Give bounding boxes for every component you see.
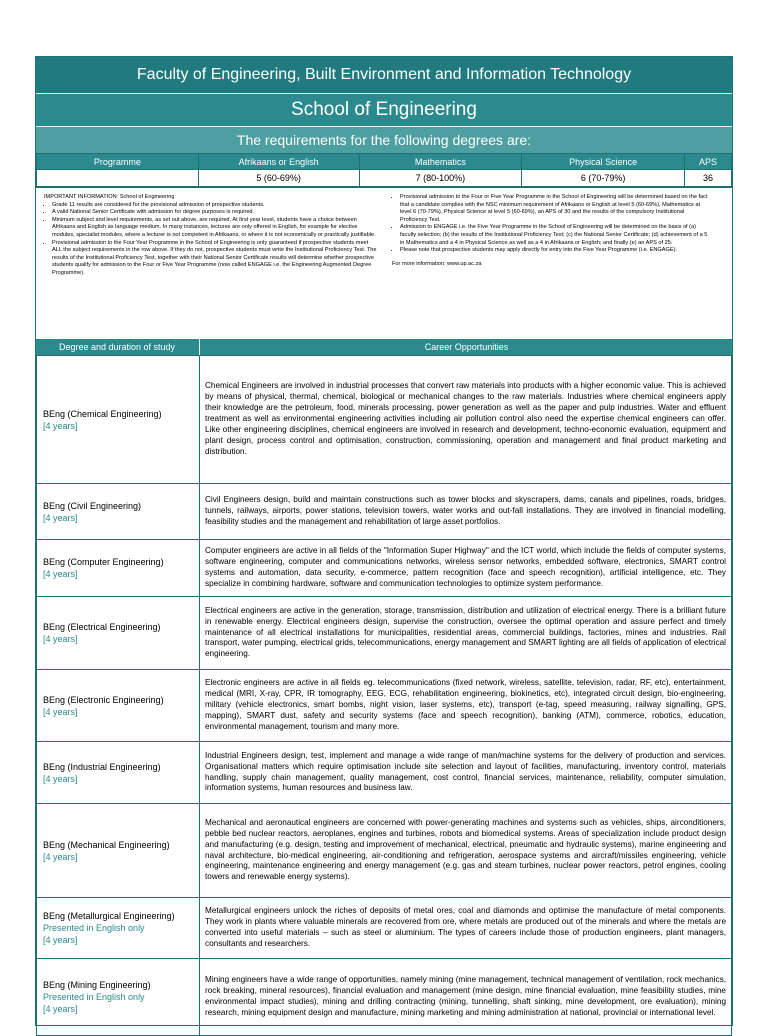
value-programme: [37, 170, 199, 187]
degree-table: [36, 355, 732, 1036]
requirements-value-row: [37, 170, 732, 187]
info-right-list: [392, 194, 712, 255]
degree-duration: [4 years]: [43, 1004, 78, 1014]
degree-name: BEng (Metallurgical Engineering): [43, 911, 175, 921]
document-frame: [35, 56, 733, 1026]
info-right-column: [392, 194, 712, 268]
degree-duration: [4 years]: [43, 706, 78, 717]
degree-duration: [4 years]: [43, 634, 78, 644]
table-row: [37, 540, 732, 597]
degree-name: BEng (Industrial Engineering): [43, 761, 161, 772]
info-left-column: [44, 194, 379, 278]
more-info-link[interactable]: For more information: www.up.ac.za: [392, 260, 482, 267]
header-career-opportunities: Career Opportunities: [199, 339, 733, 355]
value-aps: 36: [685, 170, 732, 187]
requirements-table: [36, 153, 732, 187]
header-physical-science: Physical Science: [522, 154, 685, 170]
important-information: [36, 187, 732, 341]
value-language: 5 (60-69%): [198, 170, 359, 187]
career-description: Electronic engineers are active in all fields eg. telecommunications (fixed network, wireless, satellite, television, radar, RF, etc), entertainment, medical (MRI, X-ray, CPR, IR tomography, EEG, ECG, rehabilitation engineering, biokinetics, etc), integrated circuit design, bio-engineering, military (vehicle electronics, smart bombs, night vision, laser systems, etc), transport (e-tag, speed measuring, railway signalling, GPS, mapping), SMART dust, safety and security systems (face and speech recognition), banking (ATM), commerce, robotics, education, environmental management, tourism and many more.: [200, 670, 732, 742]
degree-note: Presented in English only: [43, 923, 145, 933]
requirements-title: The requirements for the following degrees are:: [36, 126, 732, 153]
career-description: Electrical engineers are active in the generation, storage, transmission, distribution and utilization of electrical energy. There is a brilliant future in renewable energy. Electrical engineers design, supervise the construction, oversee the optimal operation and assure perfect and timely maintenance of all electrical installations for municipalities, residential areas, commercial buildings, factories, mines and industries. Rail transport, water pumping, electrical grids, telecommunications, energy management and SMART lighting are all fields of application of electrical engineering.: [200, 597, 732, 670]
requirements-header-row: [37, 154, 732, 170]
degree-duration: [4 years]: [43, 420, 78, 431]
degree-duration: [4 years]: [43, 569, 78, 579]
info-left-bullet: • Minimum subject and level requirements, as set out above, are required. At first year level, students have a choice between Afrikaans and English as language medium. In many instances, lectures are only offered in English, for example for elective modules, specialist modules, where a lecturer is not competent in Afrikaans, or where it is not economically or practically justifiable.: [52, 217, 379, 240]
info-left-bullet: • Grade 11 results are considered for the provisional admission of prospective students.: [52, 202, 379, 210]
table-row: [37, 898, 732, 959]
header-programme: Programme: [37, 154, 199, 170]
degree-duration: [4 years]: [43, 851, 78, 862]
degree-name: BEng (Mechanical Engineering): [43, 839, 170, 850]
career-description: Industrial Engineers design, test, implement and manage a wide range of man/machine systems for the delivery of production and services. Organisational matters which require optimisation include site selection and layout of facilities, manufacturing, inventory control, materials handling, supply chain management, quality management, cost control, financial services, maintenance, reliability, computer simulation, information systems, human resources and business law.: [200, 742, 732, 804]
table-row: [37, 484, 732, 540]
table-row: [37, 597, 732, 670]
degree-note: Presented in English only: [43, 992, 145, 1002]
value-physical-science: 6 (70-79%): [522, 170, 685, 187]
info-right-bullet: • Admission to ENGAGE i.e. the Five Year Programme in the School of Engineering will be determined on the basis of (a) faculty selection; (b) the results of the Institutional Proficiency Test; (c) the National Senior Certificate; (d) achievement of a 5 in Mathematics and a 4 in Physical Science as well as a 4 in Afrikaans or English; and finally (e) an APS of 25.: [400, 224, 712, 247]
table-row: [37, 742, 732, 804]
degree-name: BEng (Electronic Engineering): [43, 694, 164, 705]
info-heading: IMPORTANT INFORMATION: School of Engineering: [44, 194, 175, 200]
career-description: Civil Engineers design, build and maintain constructions such as tower blocks and skyscrapers, dams, canals and pipelines, roads, bridges, tunnels, railways, airports, power stations, television towers, water works and out-fall installations. They are involved in financial modelling, feasibility studies and the management and rehabilitation of large asset portfolios.: [200, 484, 732, 540]
career-description: Mechanical and aeronautical engineers are concerned with power-generating machines and systems such as vehicles, ships, airconditioners, pebble bed nuclear reactors, aeroplanes, engines and turbines, robots and biomedical systems. Areas of specialization include product design and manufacturing (e.g. design, testing and improvement of mechanical, electrical, pneumatic and hydraulic systems), marine engineering and naval architecture, bio-medical engineering, air-conditioning and refrigeration, aerospace systems and aircraft/missiles engineering, vehicle engineering, maintenance engineering and energy management (e.g. gas and steam turbines, nuclear power reactors, petrol engines, cooling towers and renewable energy systems).: [200, 804, 732, 898]
info-right-bullet: • Please note that prospective students may apply directly for entry into the Five Year Programme (i.e. ENGAGE).: [400, 247, 712, 255]
career-description: Mining engineers have a wide range of opportunities, namely mining (mine management, technical management of ventilation, rock mechanics, rock breaking, mineral resources), financial evaluation and management (mine design, mine financial evaluation, mine feasibility studies, mine environmental impact studies), mining and drilling contracting (mining, tunnelling, shaft sinking, mine development, ore evaluation), mining research, mining equipment design and manufacture, mining marketing and mining administration at national, provincial or international level.: [200, 959, 732, 1036]
degree-duration: [4 years]: [43, 935, 78, 945]
degree-table-header: [36, 339, 732, 355]
info-left-list: [44, 202, 379, 278]
table-row: [37, 670, 732, 742]
faculty-title: Faculty of Engineering, Built Environment and Information Technology: [36, 57, 732, 93]
school-title: School of Engineering: [36, 93, 732, 126]
degree-name: BEng (Civil Engineering): [43, 500, 142, 511]
table-row: [37, 804, 732, 898]
career-description: Chemical Engineers are involved in industrial processes that convert raw materials into products with a higher economic value. This is achieved by means of physical, thermal, chemical, biological or mechanical changes to the raw materials. Industries where chemical engineers apply their knowledge are the petroleum, food, minerals processing, power generation as well as the paper and pulp industries. Water and effluent treatment as well as environmental engineering activities including air pollution control also need the expertise chemical engineers can offer. Like other engineering disciplines, chemical engineers are involved in research and development, techno-economic evaluation, equipment and plant design, process control and optimisation, construction, commissioning, operation and management and final product marketing and distribution.: [200, 356, 732, 484]
degree-name: BEng (Chemical Engineering): [43, 408, 162, 419]
info-right-bullet: • Provisional admission to the Four or Five Year Programme in the School of Engineering will be determined based on the fact that a candidate complies with the NSC minimum requirement of Afrikaans or English at level 5 (60-69%), Mathematics at level 6 (70-79%), Physical Science at level 5 (60-69%), an APS of 30 and the results of the compulsory Institutional Proficiency Test.: [400, 194, 712, 224]
info-left-bullet: • Provisional admission to the Four Year Programme in the School of Engineering is only guaranteed if prospective students meet ALL the subject requirements in the row above. If they do not, prospective students must write the Institutional Proficiency Test. The results of the Institutional Proficiency Test, together with their National Senior Certificate results will determine whether prospective students qualify for admission to the Four or Five Year Programme (now called ENGAGE i.e. the Engineering Augmented Degree Programme).: [52, 240, 379, 278]
degree-name: BEng (Electrical Engineering): [43, 622, 161, 632]
table-row: [37, 356, 732, 484]
header-language: Afrikaans or English: [198, 154, 359, 170]
value-mathematics: 7 (80-100%): [359, 170, 522, 187]
degree-duration: [4 years]: [43, 773, 78, 784]
header-mathematics: Mathematics: [359, 154, 522, 170]
degree-name: BEng (Computer Engineering): [43, 557, 164, 567]
degree-duration: [4 years]: [43, 512, 78, 523]
info-left-bullet: • A valid National Senior Certificate with admission for degree purposes is required.: [52, 209, 379, 217]
header-degree-duration: Degree and duration of study: [58, 342, 176, 352]
degree-name: BEng (Mining Engineering): [43, 980, 151, 990]
career-description: Metallurgical engineers unlock the riches of deposits of metal ores, coal and diamonds and optimise the manufacture of metal components. They work in plants where valuable minerals are recovered from ore, where metals are produced out of the minerals and where the metals are converted into useful materials – such as steel or aluminium. The types of careers include those of production engineers, plant managers, consultants and researchers.: [200, 898, 732, 959]
header-aps: APS: [685, 154, 732, 170]
career-description: Computer engineers are active in all fields of the "Information Super Highway" and the ICT world, which include the fields of computer systems, software engineering, computer and communications networks, wireless sensor networks, embedded software, electronics, SMART control systems and automation, data security, e-commerce, pattern recognition (face and speech recognition), artificial intelligence, etc. They specialize in combining hardware, software and communication technologies to optimize system performance.: [200, 540, 732, 597]
